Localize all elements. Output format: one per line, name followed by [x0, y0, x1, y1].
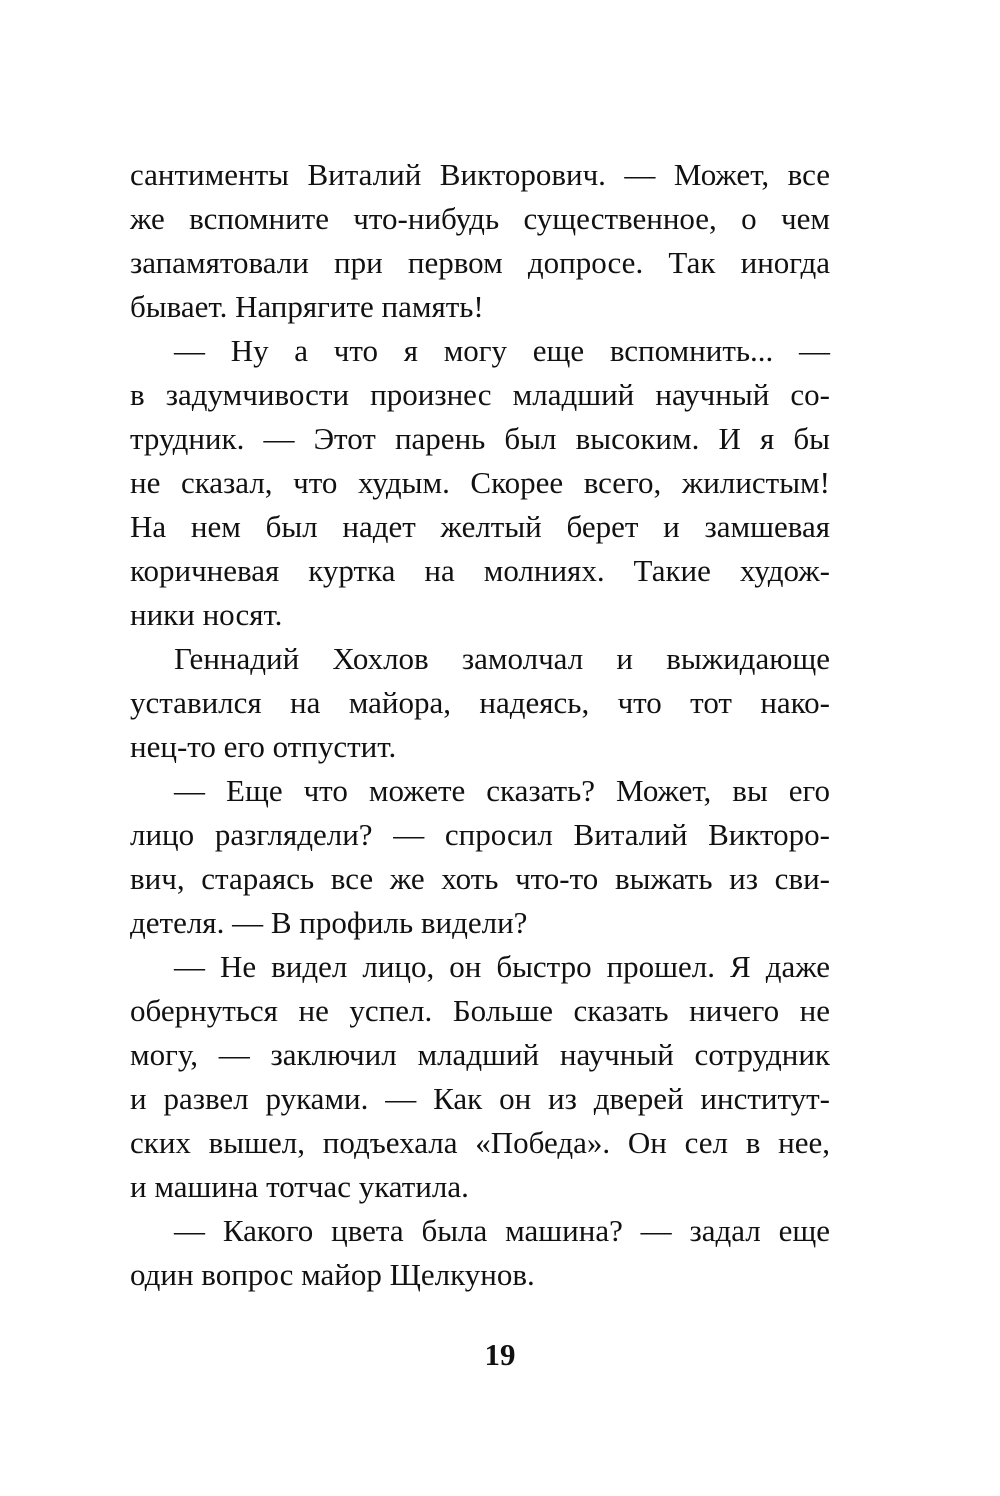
text-line: не сказал, что худым. Скорее всего, жилистым!: [130, 465, 830, 500]
text-line: Геннадий Хохлов замолчал и выжидающе: [174, 641, 830, 676]
page-body-text: [130, 153, 830, 1297]
text-line: в задумчивости произнес младший научный со-: [130, 377, 830, 412]
page-number: 19: [484, 1337, 516, 1372]
text-line: и развел руками. — Как он из дверей институт-: [130, 1081, 830, 1116]
text-line: детеля. — В профиль видели?: [130, 905, 528, 940]
paragraph: [130, 153, 830, 329]
text-line: лицо разглядели? — спросил Виталий Викторо-: [130, 817, 830, 852]
text-line: На нем был надет желтый берет и замшевая: [130, 509, 830, 544]
text-line: могу, — заключил младший научный сотрудник: [130, 1037, 830, 1072]
text-line: трудник. — Этот парень был высоким. И я бы: [130, 421, 830, 456]
text-line: нец-то его отпустит.: [130, 729, 397, 764]
text-line: запамятовали при первом допросе. Так иногда: [130, 245, 830, 280]
text-line: — Не видел лицо, он быстро прошел. Я даже: [174, 949, 830, 984]
text-line: же вспомните что-нибудь существенное, о чем: [130, 201, 830, 236]
text-line: один вопрос майор Щелкунов.: [130, 1257, 535, 1292]
text-line: коричневая куртка на молниях. Такие худож-: [130, 553, 830, 588]
paragraph: [130, 329, 830, 637]
paragraph: [130, 1209, 830, 1297]
text-line: ских вышел, подъехала «Победа». Он сел в нее,: [130, 1125, 830, 1160]
text-line: обернуться не успел. Больше сказать ничего не: [130, 993, 830, 1028]
text-line: — Еще что можете сказать? Может, вы его: [174, 773, 830, 808]
paragraph: [130, 637, 830, 769]
text-line: уставился на майора, надеясь, что тот нако-: [130, 685, 830, 720]
text-line: — Какого цвета была машина? — задал еще: [174, 1213, 830, 1248]
text-line: вич, стараясь все же хоть что-то выжать из сви-: [130, 861, 830, 896]
paragraph: [130, 945, 830, 1209]
text-line: сантименты Виталий Викторович. — Может, все: [130, 157, 830, 192]
text-line: — Ну а что я могу еще вспомнить... —: [174, 333, 830, 368]
paragraph: [130, 769, 830, 945]
text-line: и машина тотчас укатила.: [130, 1169, 469, 1204]
text-line: бывает. Напрягите память!: [130, 289, 484, 324]
text-line: ники носят.: [130, 597, 283, 632]
